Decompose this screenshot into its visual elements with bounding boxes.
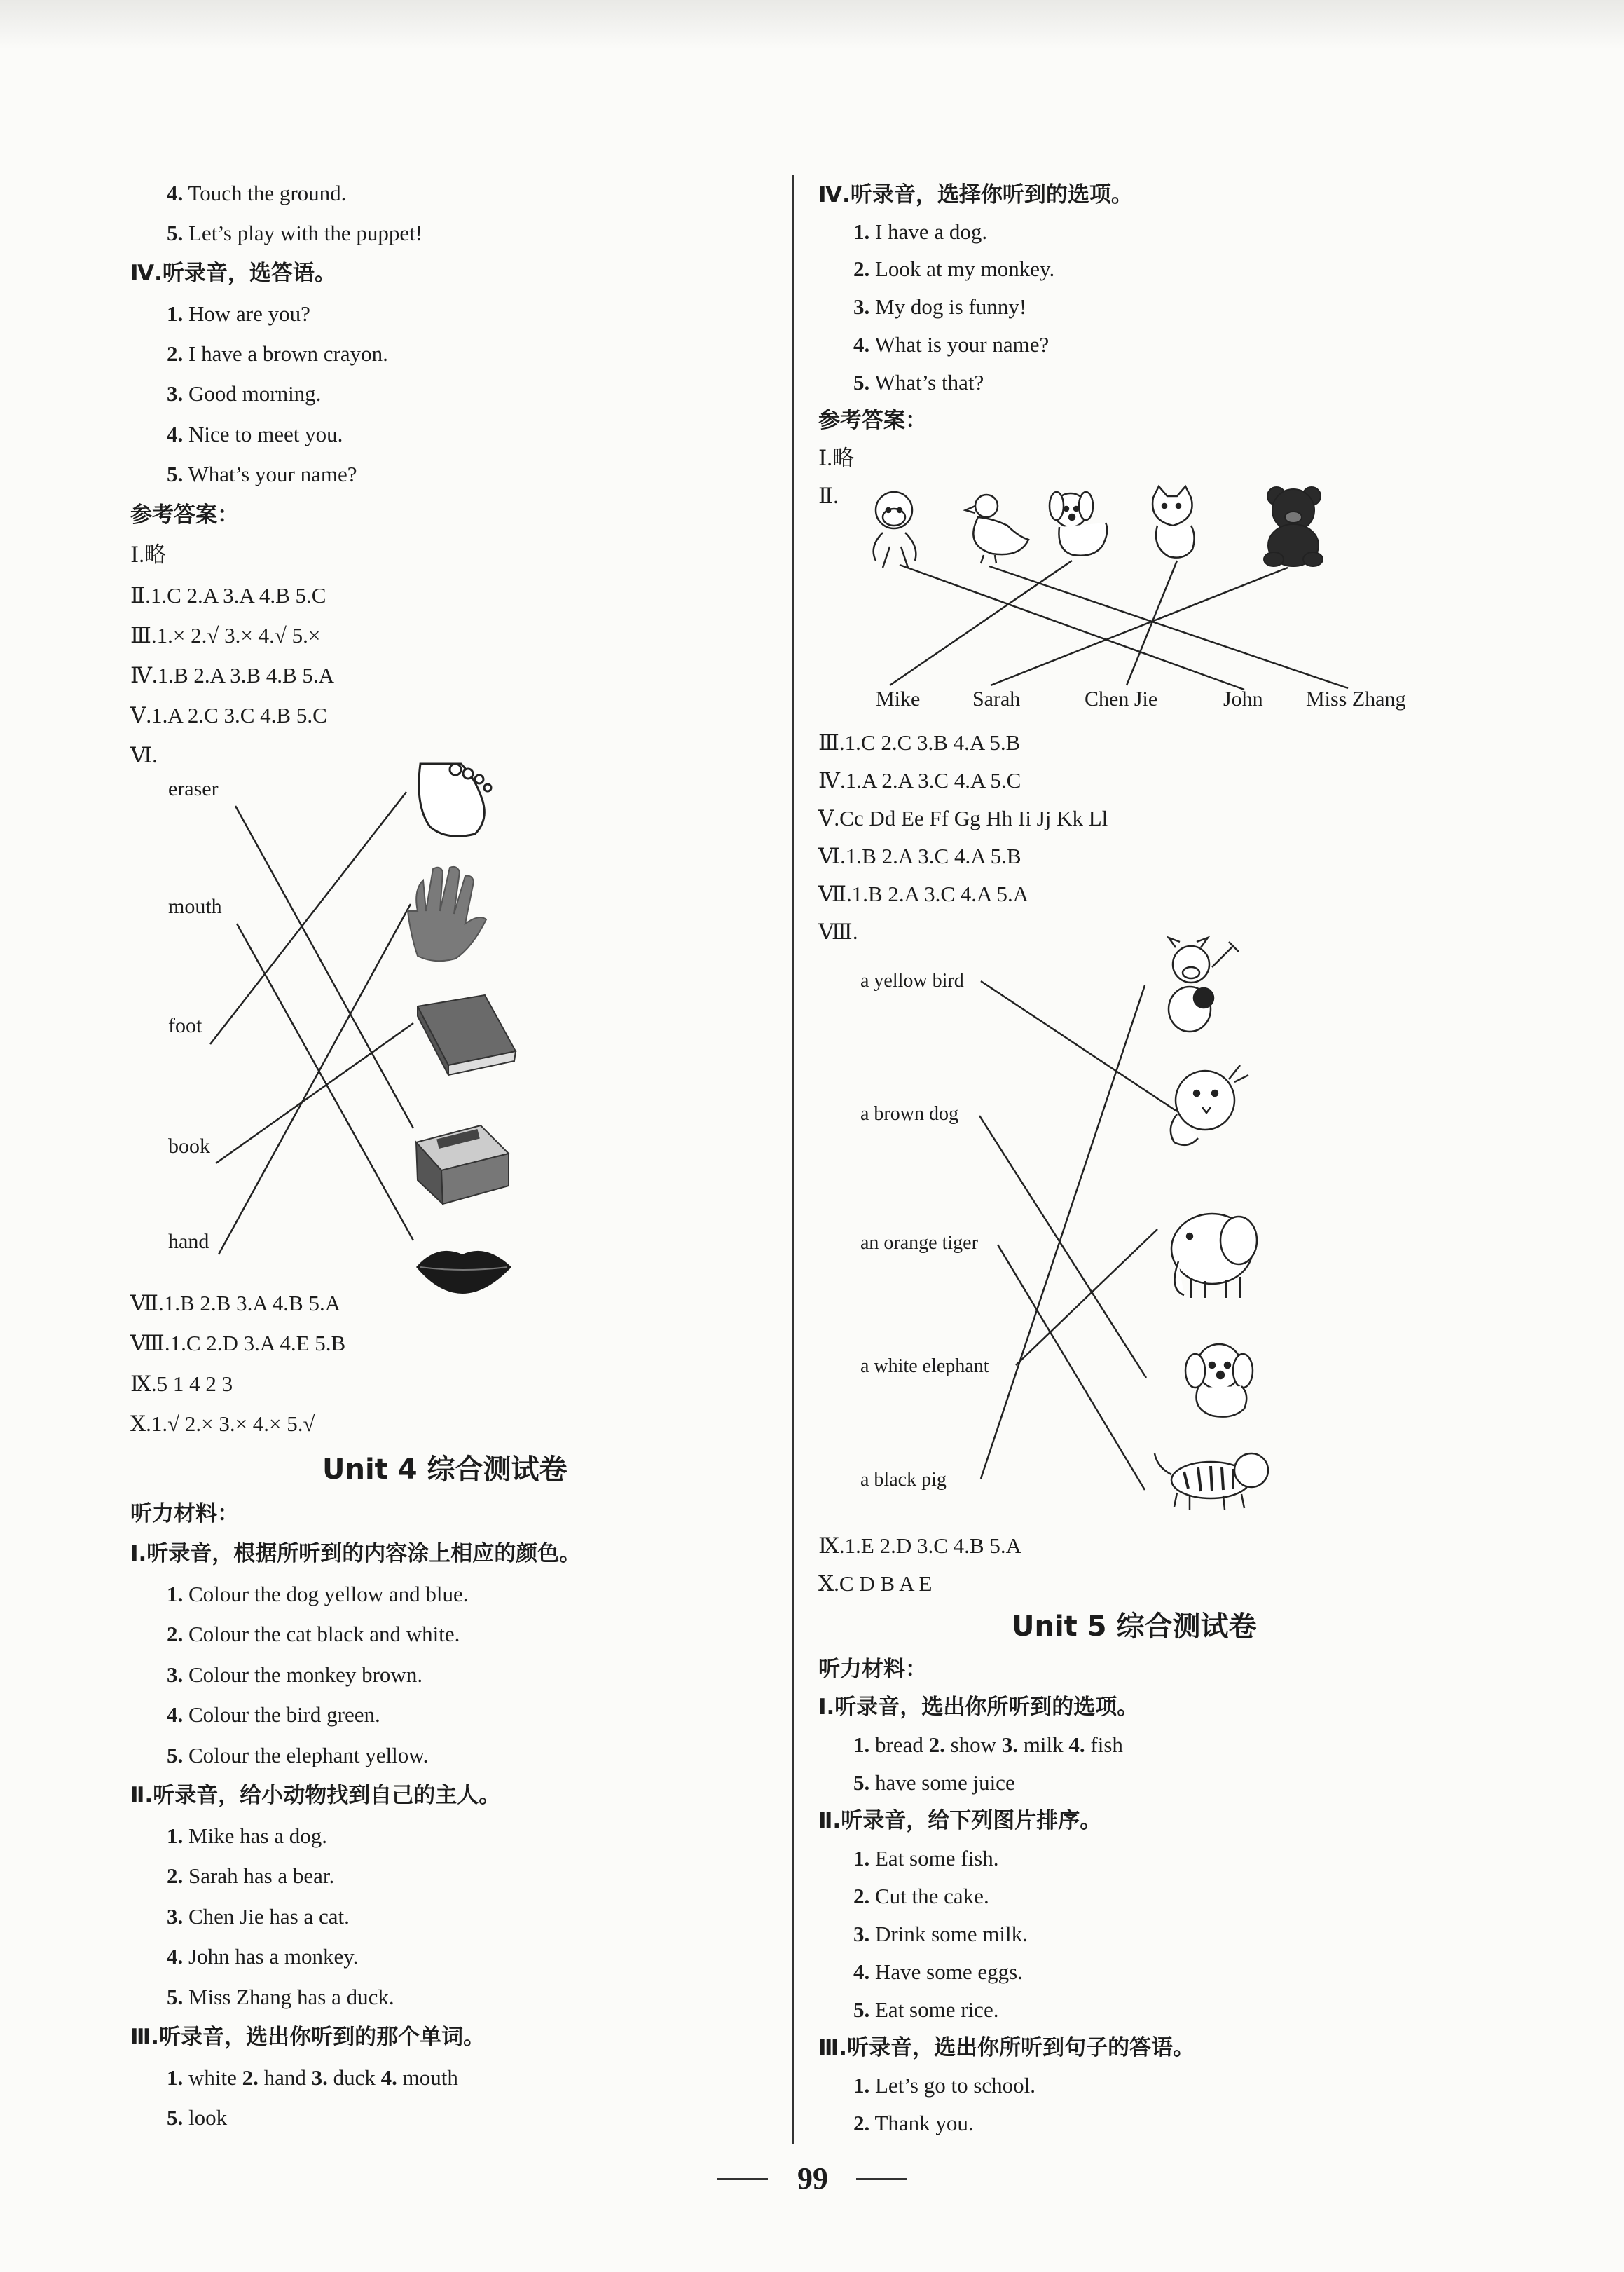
list-item: 1. Let’s go to school.	[853, 2073, 1036, 2098]
list-item: 2. Sarah has a bear.	[167, 1863, 335, 1888]
match-line	[979, 1116, 1146, 1378]
match-phrase-black-pig: a black pig	[860, 1469, 947, 1491]
name-label-mike: Mike	[876, 687, 921, 711]
name-label-chen-jie: Chen Jie	[1085, 687, 1158, 711]
answer-line: Ⅶ.1.B 2.A 3.C 4.A 5.A	[818, 882, 1029, 906]
pig-image	[1169, 938, 1239, 1032]
answer-line: Ⅴ.1.A 2.C 3.C 4.B 5.C	[130, 703, 327, 727]
match-line	[890, 561, 1072, 685]
section-heading: Ⅱ.听录音，给小动物找到自己的主人。	[130, 1783, 501, 1808]
section-heading: Ⅰ.听录音，选出你所听到的选项。	[818, 1695, 1139, 1720]
answer-line: Ⅶ.1.B 2.B 3.A 4.B 5.A	[130, 1291, 341, 1315]
section-heading: Ⅲ.听录音，选出你听到的那个单词。	[130, 2025, 486, 2050]
match-line	[216, 1023, 413, 1163]
bird-image	[1171, 1065, 1248, 1145]
match-lines-right-viii	[979, 981, 1177, 1490]
list-item: 1. I have a dog.	[853, 219, 988, 244]
answer-line: Ⅷ.1.C 2.D 3.A 4.E 5.B	[130, 1331, 346, 1355]
match-word-mouth: mouth	[168, 895, 222, 918]
eraser-image	[416, 1125, 509, 1204]
list-item: 4. John has a monkey.	[167, 1944, 359, 1969]
puppy-image	[1185, 1344, 1253, 1417]
monkey-image	[874, 492, 916, 568]
page-number-dash-right	[856, 2178, 907, 2180]
section-heading: Ⅳ.听录音，选答语。	[130, 261, 336, 286]
list-item: 1. How are you?	[167, 301, 310, 326]
match-lines-left	[210, 792, 413, 1254]
listening-heading: 听力材料：	[818, 1657, 927, 1682]
list-item: 5. Let’s play with the puppet!	[167, 221, 423, 245]
list-item: 5. Miss Zhang has a duck.	[167, 1985, 394, 2009]
list-item: 1. bread 2. show 3. milk 4. fish	[853, 1732, 1123, 1757]
elephant-image	[1171, 1214, 1257, 1298]
name-label-miss-zhang: Miss Zhang	[1306, 687, 1406, 711]
mouth-image	[416, 1251, 511, 1294]
list-item: 3. Good morning.	[167, 381, 322, 406]
list-item: 1. Mike has a dog.	[167, 1823, 328, 1848]
answer-line: Ⅰ.略	[130, 542, 166, 567]
answer-line: Ⅴ.Cc Dd Ee Ff Gg Hh Ii Jj Kk Ll	[818, 806, 1108, 830]
name-label-sarah: Sarah	[972, 687, 1021, 711]
match-line	[989, 566, 1348, 688]
list-item: 4. Have some eggs.	[853, 1959, 1023, 1984]
list-item: 4. Nice to meet you.	[167, 422, 343, 446]
unit5-title: Unit 5 综合测试卷	[1012, 1610, 1257, 1643]
list-item: 4. Colour the bird green.	[167, 1702, 380, 1727]
list-item: 2. Cut the cake.	[853, 1884, 989, 1908]
match-line	[981, 981, 1177, 1111]
match-line	[219, 904, 411, 1254]
answers-heading: 参考答案：	[818, 408, 927, 433]
foot-image	[419, 764, 491, 836]
match-word-hand: hand	[168, 1230, 209, 1253]
match-word-foot: foot	[168, 1014, 202, 1037]
cat-image	[1152, 486, 1194, 558]
list-item: 2. I have a brown crayon.	[167, 341, 388, 366]
list-item: 1. Colour the dog yellow and blue.	[167, 1582, 469, 1606]
answer-line: Ⅲ.1.× 2.√ 3.× 4.√ 5.×	[130, 623, 321, 648]
list-item: 1. Eat some fish.	[853, 1846, 999, 1870]
answer-line: Ⅲ.1.C 2.C 3.B 4.A 5.B	[818, 730, 1021, 755]
match-phrase-orange-tiger: an orange tiger	[860, 1232, 978, 1254]
match-phrase-yellow-bird: a yellow bird	[860, 970, 964, 992]
match-line	[1127, 561, 1177, 685]
answer-line: Ⅳ.1.A 2.A 3.C 4.A 5.C	[818, 768, 1021, 793]
answer-line: Ⅳ.1.B 2.A 3.B 4.B 5.A	[130, 663, 335, 687]
page-number: 99	[797, 2161, 828, 2196]
list-item: 5. Eat some rice.	[853, 1997, 999, 2022]
match-line	[981, 985, 1145, 1479]
duck-image	[965, 495, 1028, 563]
tiger-image	[1155, 1453, 1268, 1510]
match-line	[210, 792, 406, 1044]
list-item: 5. have some juice	[853, 1770, 1015, 1795]
list-item: 5. look	[167, 2105, 228, 2130]
list-item: 4. Touch the ground.	[167, 181, 347, 205]
list-item: 3. Chen Jie has a cat.	[167, 1904, 350, 1929]
match-word-book: book	[168, 1135, 210, 1158]
answer-line: Ⅵ.	[130, 743, 158, 767]
bear-image	[1264, 487, 1323, 566]
match-line	[900, 565, 1244, 690]
match-phrase-brown-dog: a brown dog	[860, 1103, 958, 1125]
section-heading: Ⅲ.听录音，选出你所听到句子的答语。	[818, 2035, 1195, 2060]
listening-heading: 听力材料：	[130, 1501, 239, 1526]
section-heading: Ⅱ.听录音，给下列图片排序。	[818, 1808, 1102, 1833]
answer-line: Ⅹ.C D B A E	[818, 1571, 933, 1596]
dog-image	[1050, 492, 1107, 556]
match-line	[998, 1245, 1145, 1490]
list-item: 2. Look at my monkey.	[853, 256, 1055, 281]
match-word-eraser: eraser	[168, 777, 219, 800]
unit4-title: Unit 4 综合测试卷	[322, 1453, 567, 1486]
answer-line: Ⅰ.略	[818, 446, 854, 470]
list-item: 3. Drink some milk.	[853, 1922, 1028, 1946]
list-item: 4. What is your name?	[853, 332, 1050, 357]
list-item: 5. What’s that?	[853, 370, 984, 395]
list-item: 5. Colour the elephant yellow.	[167, 1743, 429, 1767]
answer-line: Ⅸ.5 1 4 2 3	[130, 1371, 233, 1396]
list-item: 2. Thank you.	[853, 2111, 974, 2135]
answer-line: Ⅷ.	[818, 919, 858, 944]
answer-line: Ⅸ.1.E 2.D 3.C 4.B 5.A	[818, 1533, 1021, 1558]
hand-image	[408, 867, 486, 961]
list-item: 5. What’s your name?	[167, 462, 357, 486]
list-item: 3. My dog is funny!	[853, 294, 1027, 319]
list-item: 1. white 2. hand 3. duck 4. mouth	[167, 2065, 458, 2090]
list-item: 3. Colour the monkey brown.	[167, 1662, 423, 1687]
section-heading: Ⅰ.听录音，根据所听到的内容涂上相应的颜色。	[130, 1541, 582, 1566]
match-lines-right-ii	[890, 561, 1348, 690]
answer-line: Ⅱ.1.C 2.A 3.A 4.B 5.C	[130, 583, 326, 608]
answer-line: Ⅵ.1.B 2.A 3.C 4.A 5.B	[818, 844, 1021, 868]
answer-line: Ⅱ.	[818, 484, 839, 508]
answers-heading: 参考答案：	[130, 502, 239, 528]
name-label-john: John	[1223, 687, 1263, 711]
answer-line: Ⅹ.1.√ 2.× 3.× 4.× 5.√	[130, 1411, 315, 1436]
match-phrase-white-elephant: a white elephant	[860, 1355, 989, 1377]
match-line	[1016, 1229, 1157, 1365]
section-heading: Ⅳ.听录音，选择你听到的选项。	[818, 182, 1133, 207]
list-item: 2. Colour the cat black and white.	[167, 1622, 460, 1646]
book-image	[418, 995, 516, 1075]
